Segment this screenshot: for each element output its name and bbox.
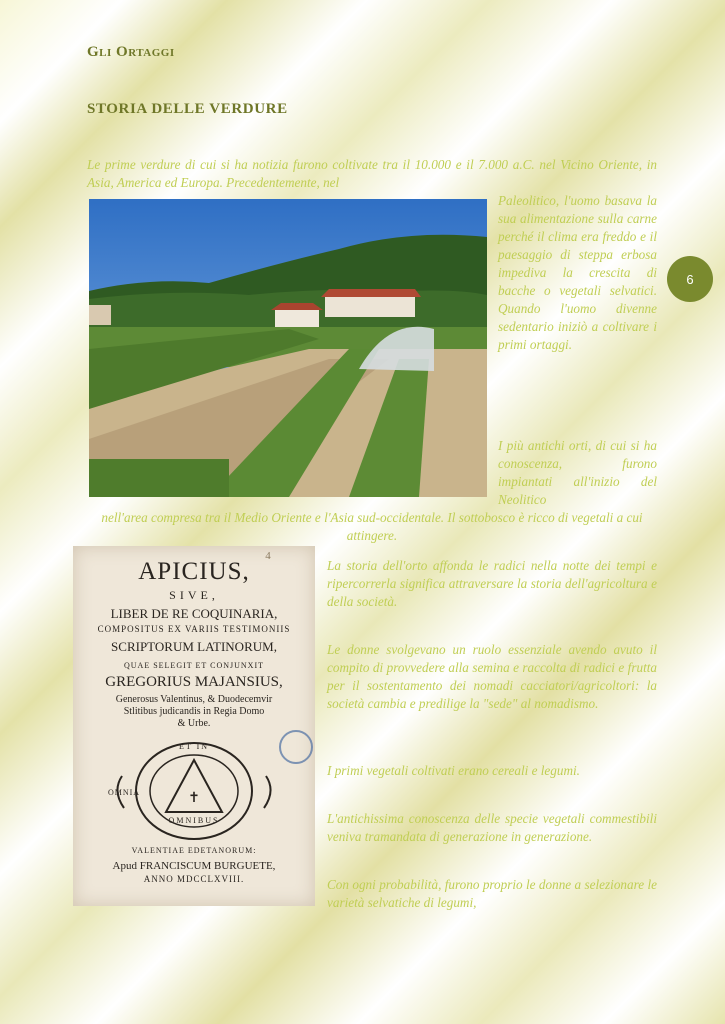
book-author: GREGORIUS MAJANSIUS, (105, 674, 283, 690)
book-title: APICIUS, (138, 558, 250, 585)
book-line-5: Generosus Valentinus, & Duodecemvir (115, 694, 273, 705)
book-printer: Apud FRANCISCUM BURGUETE, (112, 860, 276, 872)
emblem-top-text: ET IN (178, 742, 210, 751)
paragraph-history: La storia dell'orto affonda le radici nella notte dei tempi e ripercorrerla significa attraversare la storia dell'agricoltura e della società. (327, 558, 657, 609)
book-line-4: QUAE SELEGIT ET CONJUNXIT (123, 661, 265, 670)
running-header: Gli Ortaggi (87, 44, 175, 60)
book-line-7: & Urbe. (177, 718, 211, 729)
right-column-paragraph-1: Paleolitico, l'uomo basava la sua alimentazione sulla carne perché il clima era freddo e il paesaggio di steppa erbosa impediva la crescita di bacche o vegetali selvatici. Quando l'uomo divenne sedentario iniziò a coltivare i primi ortaggi. (498, 193, 657, 352)
section-title: STORIA DELLE VERDURE (87, 101, 288, 117)
vegetable-garden-photo (89, 199, 487, 497)
library-stamp-icon (279, 730, 313, 764)
paragraph-women-role: Le donne svolgevano un ruolo essenziale avendo avuto il compito di provvedere alla semina e raccolta di radici e frutta per il sostentamento dei nomadi cacciatori/agricoltori: la società cambia e predilige la "sede" al nomadismo. (327, 642, 657, 711)
page-number-badge: 6 (667, 256, 713, 302)
book-corner-mark: 4 (265, 550, 271, 562)
emblem-monogram: ✝ (188, 791, 200, 806)
book-place: VALENTIAE EDETANORUM: (131, 846, 257, 855)
paragraph-women-selection: Con ogni probabilità, furono proprio le donne a selezionare le varietà selvatiche di legumi, (327, 877, 657, 910)
intro-paragraph: Le prime verdure di cui si ha notizia furono coltivate tra il 10.000 e il 7.000 a.C. nel Vicino Oriente, in Asia, America ed Europa. Precedentemente, nel (87, 157, 657, 190)
book-year: ANNO MDCCLXVIII. (143, 874, 245, 884)
book-line-2: COMPOSITUS EX VARIIS TESTIMONIIS (97, 624, 291, 634)
book-line-1: LIBER DE RE COQUINARIA, (110, 606, 278, 621)
emblem-bottom-text: OMNIBUS (168, 816, 220, 825)
paragraph-first-crops: I primi vegetali coltivati erano cereali e legumi. (327, 763, 580, 778)
garden-landscape-image (89, 199, 487, 497)
full-width-paragraph: nell'area compresa tra il Medio Oriente e l'Asia sud-occidentale. Il sottobosco è ricco di vegetali a cui attingere. (101, 510, 643, 543)
book-sive: SIVE, (169, 588, 219, 602)
paragraph-knowledge: L'antichissima conoscenza delle specie vegetali commestibili veniva tramandata di generazione in generazione. (327, 811, 657, 844)
right-column-paragraph-2: I più antichi orti, di cui si ha conoscenza, furono impiantati all'inizio del Neolitico (498, 438, 657, 507)
emblem-left-text: OMNIA (107, 788, 141, 797)
book-line-6: Stlitibus judicandis in Regia Domo (123, 706, 265, 717)
book-line-3: SCRIPTORUM LATINORUM, (111, 639, 277, 654)
apicius-book-title-page (73, 546, 315, 906)
